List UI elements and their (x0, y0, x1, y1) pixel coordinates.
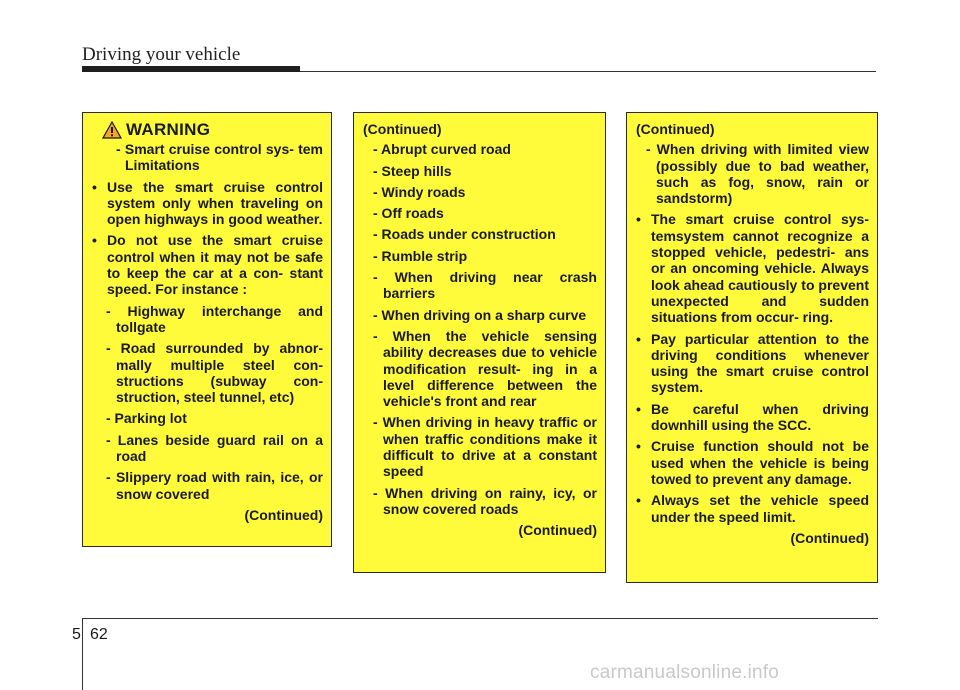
dash-item: - Highway interchange and tollgate (106, 302, 323, 335)
bullet-item: • Cruise function should not be used when the vehicle is being towed to prevent any damage. (636, 438, 869, 487)
warning-subtitle: - Smart cruise control sys- tem Limitations (116, 141, 323, 174)
bullet-item: • The smart cruise control sys- temsystem cannot recognize a stopped vehicle, pedestri- ans or an oncoming vehicle. Always look ahead cautiously to prevent unexpected and sudden situations from occur- ring. (636, 211, 869, 326)
footer-divider (82, 618, 83, 690)
bullet-item: • Do not use the smart cruise control when it may not be safe to keep the car at a con- stant speed. For instance : (92, 232, 323, 298)
warning-box (82, 112, 332, 547)
dash-item: - Abrupt curved road (373, 141, 511, 158)
dash-item: - When driving on rainy, icy, or snow covered roads (373, 484, 597, 517)
warning-triangle-icon (102, 121, 122, 139)
warning-heading (102, 121, 323, 139)
continued-footer: (Continued) (790, 529, 869, 546)
dash-item: - Road surrounded by abnor- mally multiple steel con- structions (subway con- struction, steel tunnel, etc) (106, 340, 323, 406)
dash-item: - When driving on a sharp curve (373, 306, 587, 323)
chapter-number: 5 (72, 626, 81, 643)
bullet-item: • Pay particular attention to the driving conditions whenever using the smart cruise control system. (636, 330, 869, 396)
continued-box-3 (626, 112, 878, 583)
dash-item: - Roads under construction (373, 226, 556, 243)
header-bar (82, 66, 300, 72)
bullet-item: • Be careful when driving downhill using the SCC. (636, 400, 869, 434)
dash-item: - Slippery road with rain, ice, or snow covered (106, 469, 323, 502)
continued-header: (Continued) (363, 121, 442, 137)
dash-item: - Windy roads (373, 183, 466, 200)
continued-header: (Continued) (636, 121, 715, 137)
page-header-title: Driving your vehicle (82, 44, 241, 65)
page-number: 62 (90, 626, 108, 643)
watermark: carmanualsonline.info (590, 662, 780, 683)
footer-rule (82, 618, 878, 619)
dash-item: - When driving in heavy traffic or when traffic conditions make it difficult to drive at a constant speed (373, 414, 597, 480)
dash-item: - When driving with limited view (possibly due to bad weather, such as fog, snow, rain or sandstorm) (646, 141, 869, 207)
header-rule (300, 71, 876, 72)
warning-title: WARNING (126, 119, 211, 139)
dash-item: - When driving near crash barriers (373, 269, 597, 302)
continued-footer: (Continued) (244, 506, 323, 523)
dash-item: - Parking lot (106, 410, 187, 427)
bullet-item: • Use the smart cruise control system only when traveling on open highways in good weather. (92, 178, 323, 228)
dash-item: - Off roads (373, 205, 444, 222)
dash-item: - Rumble strip (373, 247, 468, 264)
dash-item: - Steep hills (373, 162, 452, 179)
continued-box-2 (353, 112, 606, 573)
dash-item: - When the vehicle sensing ability decreases due to vehicle modification result- ing in a level difference between the vehicle's front and rear (373, 327, 597, 410)
dash-item: - Lanes beside guard rail on a road (106, 431, 323, 465)
continued-footer: (Continued) (518, 522, 597, 539)
bullet-item: • Always set the vehicle speed under the speed limit. (636, 492, 869, 525)
